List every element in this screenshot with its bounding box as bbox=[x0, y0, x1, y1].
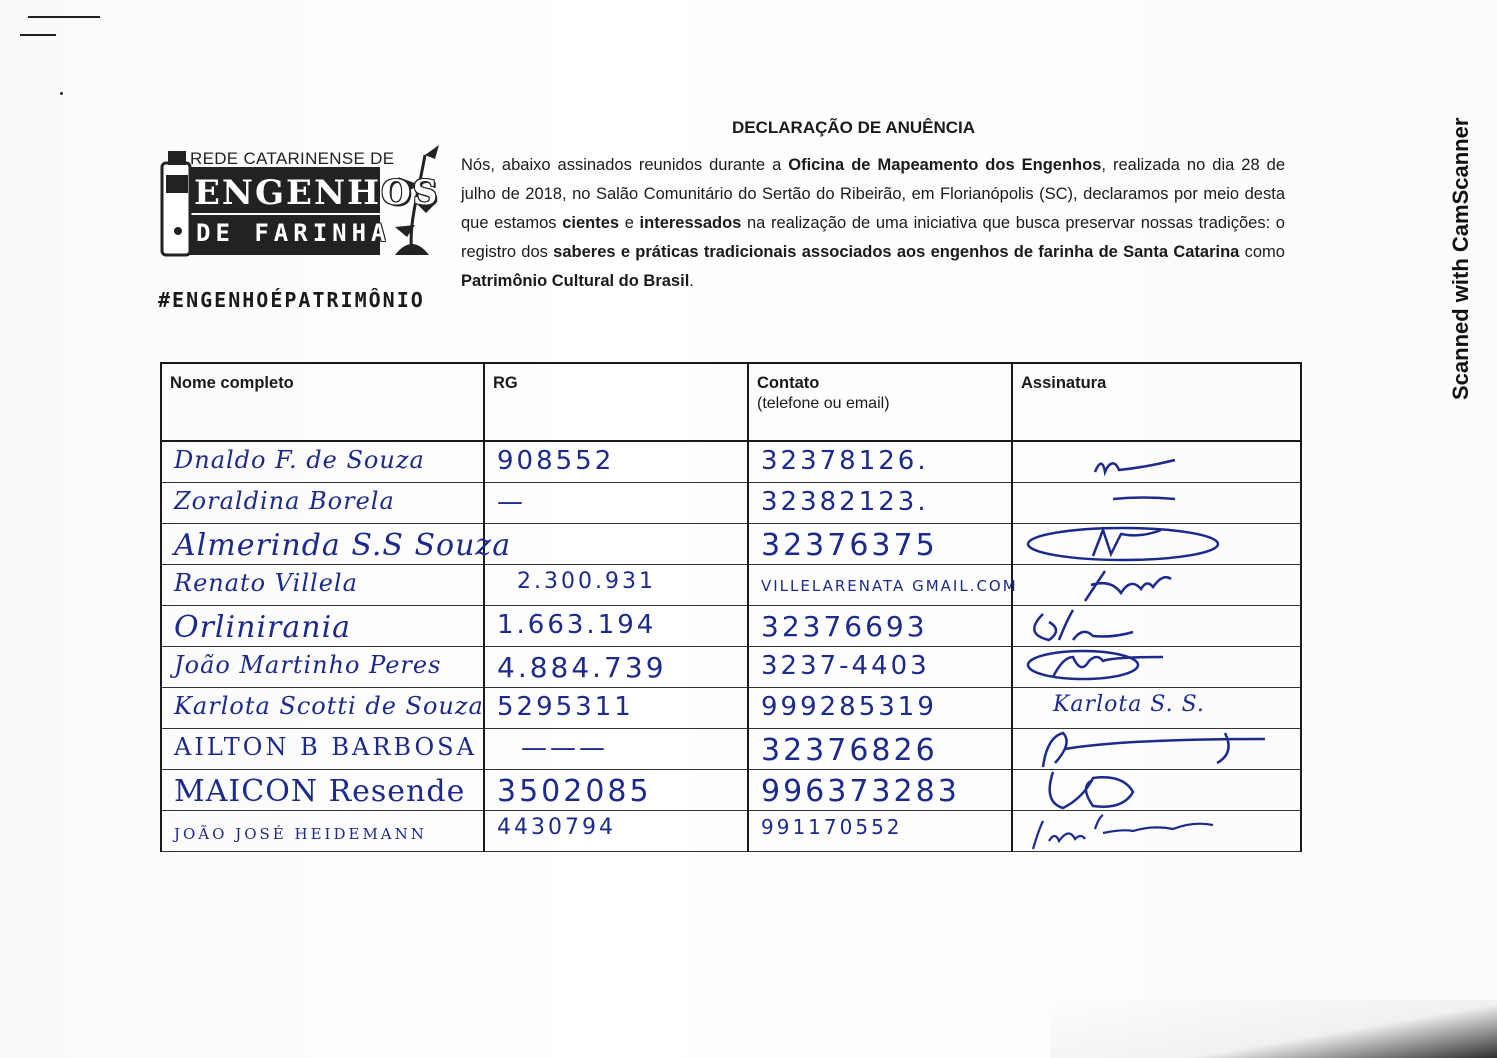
signature-scribble bbox=[1013, 770, 1298, 810]
cell-contact bbox=[748, 483, 1012, 524]
cell-signature bbox=[1012, 811, 1301, 852]
scan-edge-shadow bbox=[1050, 1000, 1497, 1058]
table-row bbox=[161, 483, 1301, 524]
cell-name bbox=[161, 565, 484, 606]
cell-name bbox=[161, 811, 484, 852]
cell-rg bbox=[484, 770, 748, 811]
cell-rg bbox=[484, 606, 748, 647]
handwritten-rg bbox=[485, 524, 747, 528]
declaration-bold-saberes: saberes e práticas tradicionais associados aos engenhos de farinha de Santa Catarina bbox=[553, 243, 1240, 261]
handwritten-rg: 4.884.739 bbox=[497, 651, 667, 684]
cell-signature bbox=[1012, 441, 1301, 483]
declaration-text: . bbox=[689, 272, 694, 290]
handwritten-name: Dnaldo F. de Souza bbox=[174, 446, 425, 474]
header-contact-label: Contato bbox=[757, 374, 820, 392]
handwritten-contact: 32378126. bbox=[761, 446, 929, 476]
table-row bbox=[161, 688, 1301, 729]
header-contact bbox=[748, 363, 1012, 441]
handwritten-signature: Karlota S. S. bbox=[1053, 692, 1205, 717]
document-title: DECLARAÇÃO DE ANUÊNCIA bbox=[732, 118, 976, 137]
declaration-text: Nós, abaixo assinados reunidos durante a bbox=[461, 156, 789, 174]
cell-signature bbox=[1012, 688, 1301, 729]
cell-rg bbox=[484, 811, 748, 852]
handwritten-rg: 4430794 bbox=[497, 815, 616, 840]
cell-name bbox=[161, 770, 484, 811]
handwritten-rg: 3502085 bbox=[497, 774, 652, 809]
signature-table bbox=[160, 362, 1302, 852]
declaration-bold-interessados: interessados bbox=[639, 214, 742, 232]
cell-signature bbox=[1012, 606, 1301, 647]
camscanner-watermark: Scanned with CamScanner bbox=[1448, 117, 1473, 400]
cell-rg bbox=[484, 565, 748, 606]
table-header-row bbox=[161, 363, 1301, 441]
cell-rg bbox=[484, 483, 748, 524]
declaration-text: como bbox=[1239, 243, 1285, 261]
handwritten-rg: 5295311 bbox=[497, 692, 634, 722]
handwritten-contact: 32376375 bbox=[761, 528, 938, 563]
handwritten-name: Zoraldina Borela bbox=[174, 487, 395, 515]
handwritten-contact: 999285319 bbox=[761, 692, 937, 722]
handwritten-contact: 996373283 bbox=[761, 774, 960, 809]
signature-scribble bbox=[1013, 442, 1298, 482]
handwritten-contact: 991170552 bbox=[761, 815, 903, 839]
cell-name bbox=[161, 606, 484, 647]
cell-name bbox=[161, 729, 484, 770]
handwritten-rg: ——— bbox=[521, 733, 608, 763]
logo-text-farinha: DE FARINHA bbox=[196, 219, 391, 247]
handwritten-rg: 2.300.931 bbox=[517, 569, 656, 594]
handwritten-contact: 32376826 bbox=[761, 733, 938, 768]
cell-contact bbox=[748, 647, 1012, 688]
table-row bbox=[161, 524, 1301, 565]
cell-contact bbox=[748, 811, 1012, 852]
handwritten-name: JOÃO JOSÉ HEIDEMANN bbox=[174, 825, 427, 843]
handwritten-rg: 908552 bbox=[497, 446, 615, 476]
logo-text-rede: REDE CATARINENSE DE bbox=[190, 149, 395, 168]
header-rg: RG bbox=[484, 363, 748, 441]
cell-contact bbox=[748, 688, 1012, 729]
handwritten-name: Orlinirania bbox=[174, 610, 352, 645]
declaration-text: na realização de uma iniciativa que busca preservar nossas tradições: o registro dos bbox=[461, 214, 1285, 261]
cell-name bbox=[161, 647, 484, 688]
table-row bbox=[161, 606, 1301, 647]
cell-signature bbox=[1012, 483, 1301, 524]
cell-rg bbox=[484, 688, 748, 729]
declaration-text: , realizada no dia 28 de julho de 2018, no Salão Comunitário do Sertão do Ribeirão, em Florianópolis (SC), declaramos por meio desta que estamos bbox=[461, 156, 1285, 232]
cell-rg bbox=[484, 647, 748, 688]
logo-text-engenhos: ENGENHOS bbox=[194, 173, 440, 213]
scan-artifact-mark bbox=[20, 34, 56, 36]
handwritten-contact: 32376693 bbox=[761, 610, 928, 643]
handwritten-name: João Martinho Peres bbox=[174, 651, 442, 679]
handwritten-contact: VILLELARENATA GMAIL.COM bbox=[761, 577, 1018, 595]
cell-contact bbox=[748, 606, 1012, 647]
signature-scribble bbox=[1013, 606, 1298, 646]
cell-contact bbox=[748, 441, 1012, 483]
cell-contact bbox=[748, 524, 1012, 565]
table-row bbox=[161, 441, 1301, 483]
cell-signature bbox=[1012, 647, 1301, 688]
cell-name bbox=[161, 441, 484, 483]
cell-rg bbox=[484, 524, 748, 565]
table-row bbox=[161, 729, 1301, 770]
signature-scribble bbox=[1013, 811, 1298, 851]
declaration-bold-oficina: Oficina de Mapeamento dos Engenhos bbox=[788, 156, 1102, 174]
signature-scribble bbox=[1013, 483, 1298, 523]
cell-name bbox=[161, 524, 512, 565]
table-row bbox=[161, 811, 1301, 852]
signature-scribble bbox=[1013, 565, 1298, 605]
cell-name bbox=[161, 483, 484, 524]
handwritten-rg: 1.663.194 bbox=[497, 610, 657, 640]
header-name: Nome completo bbox=[161, 363, 484, 441]
handwritten-name: Renato Villela bbox=[174, 569, 358, 597]
cell-contact bbox=[748, 729, 1012, 770]
handwritten-name: AILTON B BARBOSA bbox=[174, 733, 477, 761]
handwritten-name: Almerinda S.S Souza bbox=[174, 528, 512, 563]
cell-signature bbox=[1012, 524, 1301, 565]
cell-name bbox=[161, 688, 484, 729]
declaration-text: e bbox=[619, 214, 640, 232]
cell-signature bbox=[1012, 729, 1301, 770]
header-signature: Assinatura bbox=[1012, 363, 1301, 441]
cell-contact bbox=[748, 770, 1012, 811]
scan-artifact-mark bbox=[28, 16, 100, 18]
cell-signature bbox=[1012, 565, 1301, 606]
signature-scribble bbox=[1013, 729, 1298, 769]
table-row bbox=[161, 565, 1301, 606]
table-row bbox=[161, 770, 1301, 811]
declaration-paragraph bbox=[461, 151, 1285, 296]
cell-rg bbox=[484, 441, 748, 483]
cell-contact bbox=[748, 565, 1018, 606]
logo-hashtag: #ENGENHOÉPATRIMÔNIO bbox=[158, 288, 425, 312]
header-contact-sub: (telefone ou email) bbox=[757, 395, 890, 412]
signature-scribble bbox=[1013, 647, 1298, 687]
table-row bbox=[161, 647, 1301, 688]
cell-signature bbox=[1012, 770, 1301, 811]
declaration-bold-cientes: cientes bbox=[562, 214, 620, 232]
scan-artifact-dot bbox=[60, 92, 63, 95]
declaration-bold-patrimonio: Patrimônio Cultural do Brasil bbox=[461, 272, 690, 290]
signature-scribble bbox=[1013, 524, 1298, 564]
cell-rg bbox=[484, 729, 748, 770]
handwritten-name: Karlota Scotti de Souza bbox=[174, 692, 484, 720]
handwritten-rg: — bbox=[497, 487, 526, 517]
handwritten-name: MAICON Resende bbox=[174, 774, 466, 809]
handwritten-contact: 32382123. bbox=[761, 487, 929, 517]
handwritten-contact: 3237-4403 bbox=[761, 651, 930, 681]
